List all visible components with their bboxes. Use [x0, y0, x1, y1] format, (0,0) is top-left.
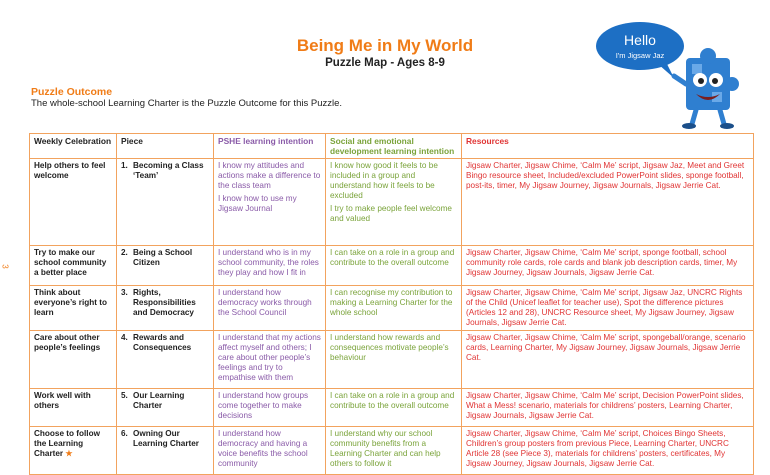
celebration-cell: Help others to feel welcome	[30, 159, 117, 246]
celebration-cell: Try to make our school community a better place	[30, 246, 117, 286]
puzzle-map-table	[29, 133, 754, 475]
piece-number: 1.	[121, 161, 128, 170]
celebration-cell: Think about everyone’s right to learn	[30, 286, 117, 331]
pshe-intention: I know how to use my Jigsaw Journal	[218, 194, 297, 213]
header-weekly-celebration: Weekly Celebration	[30, 134, 117, 159]
pshe-cell	[214, 389, 326, 427]
puzzle-outcome-heading: Puzzle Outcome	[31, 86, 113, 98]
pshe-cell	[214, 246, 326, 286]
resources-cell: Jigsaw Charter, Jigsaw Chime, ‘Calm Me’ script, sponge football, school community role cards, role cards and blank job description cards, timer, My Jigsaw Journey, Jigsaw Journals, Jigsaw Jerrie Cat.	[462, 246, 754, 286]
sel-intention: I know how good it feels to be included in a group and understand how it feels to be excluded	[330, 161, 438, 200]
piece-number: 6.	[121, 429, 128, 438]
speech-bubble	[596, 22, 684, 78]
sel-intention: I try to make people feel welcome and valued	[330, 204, 452, 223]
table-row	[30, 389, 754, 427]
table-row	[30, 427, 754, 475]
piece-title: Owning Our Learning Charter	[133, 429, 199, 448]
piece-cell	[117, 427, 214, 475]
sel-cell	[326, 389, 462, 427]
piece-title: Our Learning Charter	[133, 391, 185, 410]
sel-intention: I understand why our school community benefits from a Learning Charter and can help others to follow it	[330, 429, 441, 468]
resources-cell: Jigsaw Charter, Jigsaw Chime, ‘Calm Me’ script, Jigsaw Jaz, UNCRC Rights of the Child (Unicef leaflet for teacher use), Spot the difference pictures (Articles 12 and 28), UNCRC Resource sheet, My Jigsaw Journey, Jigsaw Journals, Jigsaw Jerrie Cat.	[462, 286, 754, 331]
resources-cell: Jigsaw Charter, Jigsaw Chime, ‘Calm Me’ script, Choices Bingo Sheets, Children’s group posters from previous Piece, Learning Charter, UNCRC Article 28 (see Piece 3), materials for childrens’ posters, certificates, My Jigsaw Journey, Jigsaw Journals, Jigsaw Jerrie Cat.	[462, 427, 754, 475]
pshe-cell	[214, 427, 326, 475]
table-row	[30, 159, 754, 246]
pshe-cell	[214, 286, 326, 331]
pshe-intention: I understand that my actions affect myself and others; I care about other people’s feelings and try to empathise with them	[218, 333, 321, 382]
puzzle-outcome-text: The whole-school Learning Charter is the Puzzle Outcome for this Puzzle.	[31, 98, 343, 109]
piece-title: Becoming a Class ‘Team’	[133, 161, 204, 180]
bubble-greeting: Hello	[624, 32, 656, 48]
sel-cell	[326, 427, 462, 475]
header-pshe: PSHE learning intention	[214, 134, 326, 159]
resources-cell: Jigsaw Charter, Jigsaw Chime, ‘Calm Me’ script, Decision PowerPoint slides, What a Mess! scenario, materials for childrens’ posters, Learning Charter, Jigsaw Journals, Jigsaw Jerrie Cat.	[462, 389, 754, 427]
pshe-intention: I understand who is in my school community, the roles they play and how I fit in	[218, 248, 319, 277]
sel-cell	[326, 159, 462, 246]
bubble-name: I'm Jigsaw Jaz	[615, 51, 665, 60]
piece-cell	[117, 286, 214, 331]
page-subtitle: Puzzle Map - Ages 8-9	[325, 57, 445, 69]
jigsaw-character-icon	[674, 48, 739, 129]
piece-number: 2.	[121, 248, 128, 257]
pshe-intention: I know my attitudes and actions make a difference to the class team	[218, 161, 321, 190]
piece-cell	[117, 159, 214, 246]
celebration-cell	[30, 427, 117, 475]
celebration-text: Choose to follow the Learning Charter	[34, 429, 100, 458]
table-row	[30, 331, 754, 389]
sel-intention: I can take on a role in a group and contribute to the overall outcome	[330, 391, 455, 410]
resources-cell: Jigsaw Charter, Jigsaw Chime, ‘Calm Me’ script, spongeball/orange, scenario cards, Learning Charter, My Jigsaw Journey, Jigsaw Journals, Jigsaw Jerrie Cat.	[462, 331, 754, 389]
table-header-row	[30, 134, 754, 159]
jigsaw-jaz-mascot	[588, 14, 748, 134]
resources-cell: Jigsaw Charter, Jigsaw Chime, ‘Calm Me’ script, Jigsaw Jaz, Meet and Greet Bingo resource sheet, Included/excluded PowerPoint slides, sponge football, post-its, timer, My Jigsaw Journey, Jigsaw Journals, Jigsaw Jerrie Cat.	[462, 159, 754, 246]
header-resources: Resources	[462, 134, 754, 159]
pshe-cell	[214, 331, 326, 389]
celebration-cell: Care about other people’s feelings	[30, 331, 117, 389]
pshe-intention: I understand how democracy and having a voice benefits the school community	[218, 429, 308, 468]
pshe-intention: I understand how groups come together to make decisions	[218, 391, 309, 420]
sel-cell	[326, 246, 462, 286]
table-row	[30, 286, 754, 331]
page-number: 3	[0, 264, 10, 269]
celebration-cell: Work well with others	[30, 389, 117, 427]
header-piece: Piece	[117, 134, 214, 159]
pshe-cell	[214, 159, 326, 246]
piece-cell	[117, 246, 214, 286]
sel-intention: I can recognise my contribution to making a Learning Charter for the whole school	[330, 288, 453, 317]
piece-title: Being a School Citizen	[133, 248, 193, 267]
piece-title: Rewards and Consequences	[133, 333, 192, 352]
sel-cell	[326, 331, 462, 389]
page-title: Being Me in My World	[296, 36, 474, 55]
header-sel: Social and emotional development learning intention	[326, 134, 462, 159]
star-icon: ★	[65, 449, 73, 458]
sel-cell	[326, 286, 462, 331]
pshe-intention: I understand how democracy works through the School Council	[218, 288, 312, 317]
table-row	[30, 246, 754, 286]
piece-cell	[117, 331, 214, 389]
piece-number: 4.	[121, 333, 128, 342]
piece-cell	[117, 389, 214, 427]
sel-intention: I can take on a role in a group and contribute to the overall outcome	[330, 248, 455, 267]
piece-number: 3.	[121, 288, 128, 297]
sel-intention: I understand how rewards and consequences motivate people’s behaviour	[330, 333, 449, 362]
piece-title: Rights, Responsibilities and Democracy	[133, 288, 196, 317]
piece-number: 5.	[121, 391, 128, 400]
